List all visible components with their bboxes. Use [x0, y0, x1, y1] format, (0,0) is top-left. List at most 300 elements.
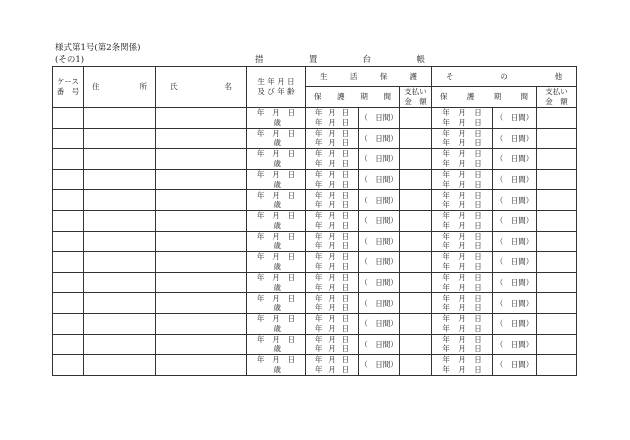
livelihood-payment-cell[interactable] [400, 293, 432, 314]
livelihood-period-dates[interactable] [306, 313, 359, 334]
date-year: 年 [314, 170, 323, 180]
livelihood-payment-cell[interactable] [400, 272, 432, 293]
livelihood-period-dates[interactable] [306, 334, 359, 355]
livelihood-period-dates[interactable] [306, 210, 359, 231]
date-month: 月 [458, 220, 466, 230]
header-text: 及 び 年 齢 [257, 87, 295, 96]
header-payment-amount [537, 87, 577, 108]
other-period-days[interactable]: （ 日間） [493, 334, 537, 355]
name-cell[interactable] [156, 210, 247, 231]
date-month: 月 [328, 282, 336, 292]
case-number-cell[interactable] [53, 108, 84, 129]
address-cell[interactable] [84, 231, 156, 252]
date-year: 年 [314, 314, 323, 324]
date-day: 日 [474, 241, 482, 251]
date-month: 月 [272, 170, 280, 180]
date-day: 日 [341, 158, 350, 168]
date-line [306, 138, 358, 148]
date-year: 年 [314, 138, 323, 148]
case-number-cell[interactable] [53, 128, 84, 149]
date-line [432, 159, 492, 169]
date-year: 年 [256, 231, 265, 241]
livelihood-period-days[interactable]: （ 日間） [359, 108, 400, 129]
date-month: 月 [328, 314, 336, 324]
age-label: 歳 [273, 138, 281, 148]
date-day: 日 [341, 211, 350, 221]
other-payment-cell[interactable] [537, 252, 577, 273]
date-day: 日 [474, 190, 482, 200]
birth-age-cell[interactable] [247, 252, 306, 273]
livelihood-payment-cell[interactable] [400, 128, 432, 149]
date-day: 日 [287, 211, 296, 221]
birth-age-cell[interactable] [247, 231, 306, 252]
date-line [432, 232, 492, 242]
date-line [432, 314, 492, 324]
date-month: 月 [458, 261, 466, 271]
other-period-dates[interactable] [432, 334, 493, 355]
date-day: 日 [474, 179, 482, 189]
other-period-days[interactable]: （ 日間） [493, 128, 537, 149]
date-year: 年 [442, 128, 450, 138]
livelihood-period-days[interactable]: （ 日間） [359, 169, 400, 190]
other-period-dates[interactable] [432, 169, 493, 190]
header-text: 間 [383, 92, 391, 101]
other-payment-cell[interactable] [537, 210, 577, 231]
date-year: 年 [314, 273, 323, 283]
date-day: 日 [287, 149, 296, 159]
header-birth-age [247, 67, 306, 108]
date-month: 月 [328, 158, 336, 168]
address-cell[interactable] [84, 293, 156, 314]
livelihood-period-days[interactable]: （ 日間） [359, 149, 400, 170]
address-cell[interactable] [84, 252, 156, 273]
livelihood-payment-cell[interactable] [400, 190, 432, 211]
date-year: 年 [314, 303, 323, 313]
register-table [52, 66, 577, 376]
birth-age-cell[interactable] [247, 313, 306, 334]
date-line [432, 221, 492, 231]
date-month: 月 [272, 211, 280, 221]
header-text: 所 [139, 82, 147, 91]
date-day: 日 [287, 170, 296, 180]
other-payment-cell[interactable] [537, 231, 577, 252]
date-month: 月 [328, 200, 336, 210]
livelihood-payment-cell[interactable] [400, 210, 432, 231]
date-year: 年 [314, 158, 323, 168]
date-day: 日 [474, 364, 482, 374]
livelihood-payment-cell[interactable] [400, 334, 432, 355]
header-livelihood-protection [306, 67, 432, 87]
livelihood-payment-cell[interactable] [400, 169, 432, 190]
date-month: 月 [328, 293, 336, 303]
other-period-dates[interactable] [432, 231, 493, 252]
date-day: 日 [287, 314, 296, 324]
other-period-dates[interactable] [432, 128, 493, 149]
other-payment-cell[interactable] [537, 190, 577, 211]
other-payment-cell[interactable] [537, 355, 577, 376]
date-month: 月 [328, 108, 336, 118]
date-year: 年 [442, 334, 450, 344]
case-number-cell[interactable] [53, 293, 84, 314]
other-payment-cell[interactable] [537, 149, 577, 170]
birth-age-cell[interactable] [247, 272, 306, 293]
livelihood-period-dates[interactable] [306, 231, 359, 252]
name-cell[interactable] [156, 108, 247, 129]
other-period-dates[interactable] [432, 355, 493, 376]
date-day: 日 [474, 117, 482, 127]
date-day: 日 [287, 231, 296, 241]
name-cell[interactable] [156, 293, 247, 314]
date-day: 日 [474, 220, 482, 230]
livelihood-period-days[interactable]: （ 日間） [359, 293, 400, 314]
birth-date-line [247, 170, 305, 180]
date-day: 日 [474, 158, 482, 168]
other-payment-cell[interactable] [537, 272, 577, 293]
case-number-cell[interactable] [53, 149, 84, 170]
date-month: 月 [458, 200, 466, 210]
table-row [53, 313, 577, 334]
date-day: 日 [341, 170, 350, 180]
date-month: 月 [272, 149, 280, 159]
date-line [432, 241, 492, 251]
other-payment-cell[interactable] [537, 108, 577, 129]
other-payment-cell[interactable] [537, 169, 577, 190]
date-line [306, 252, 358, 262]
case-number-cell[interactable] [53, 231, 84, 252]
other-period-dates[interactable] [432, 190, 493, 211]
livelihood-payment-cell[interactable] [400, 231, 432, 252]
age-label: 歳 [273, 200, 281, 210]
date-day: 日 [341, 303, 350, 313]
form-number: 様式第1号(第2条関係) [55, 43, 141, 53]
case-number-cell[interactable] [53, 272, 84, 293]
other-payment-cell[interactable] [537, 313, 577, 334]
date-day: 日 [341, 273, 350, 283]
date-line [432, 273, 492, 283]
header-protection-period [306, 87, 400, 108]
date-year: 年 [314, 293, 323, 303]
livelihood-period-days[interactable]: （ 日間） [359, 190, 400, 211]
name-cell[interactable] [156, 169, 247, 190]
date-line [432, 180, 492, 190]
date-year: 年 [442, 293, 450, 303]
case-number-cell[interactable] [53, 169, 84, 190]
name-cell[interactable] [156, 313, 247, 334]
livelihood-period-days[interactable]: （ 日間） [359, 355, 400, 376]
date-day: 日 [341, 334, 350, 344]
header-text: 活 [349, 71, 358, 81]
date-year: 年 [442, 241, 450, 251]
other-period-dates[interactable] [432, 149, 493, 170]
date-line [432, 283, 492, 293]
birth-age-cell[interactable] [247, 108, 306, 129]
other-period-days[interactable]: （ 日間） [493, 190, 537, 211]
date-line [306, 211, 358, 221]
date-month: 月 [328, 273, 336, 283]
header-text: 他 [554, 71, 563, 81]
date-year: 年 [314, 282, 323, 292]
birth-age-cell[interactable] [247, 190, 306, 211]
date-month: 月 [328, 231, 336, 241]
date-day: 日 [474, 231, 482, 241]
case-number-cell[interactable] [53, 190, 84, 211]
date-year: 年 [442, 220, 450, 230]
other-period-days[interactable]: （ 日間） [493, 313, 537, 334]
name-cell[interactable] [156, 272, 247, 293]
date-day: 日 [341, 190, 350, 200]
table-row [53, 293, 577, 314]
date-day: 日 [341, 128, 350, 138]
date-day: 日 [341, 355, 350, 365]
birth-age-cell[interactable] [247, 128, 306, 149]
date-day: 日 [474, 323, 482, 333]
other-period-dates[interactable] [432, 272, 493, 293]
date-year: 年 [442, 170, 450, 180]
date-month: 月 [328, 323, 336, 333]
date-line [432, 355, 492, 365]
address-cell[interactable] [84, 355, 156, 376]
date-line [432, 262, 492, 272]
birth-date-line [247, 355, 305, 365]
address-cell[interactable] [84, 108, 156, 129]
date-day: 日 [341, 252, 350, 262]
date-month: 月 [328, 241, 336, 251]
date-line [306, 314, 358, 324]
date-day: 日 [341, 282, 350, 292]
header-text: そ [446, 71, 454, 81]
other-period-dates[interactable] [432, 293, 493, 314]
date-year: 年 [314, 179, 323, 189]
case-number-cell[interactable] [53, 252, 84, 273]
name-cell[interactable] [156, 190, 247, 211]
date-year: 年 [442, 273, 450, 283]
other-period-days[interactable]: （ 日間） [493, 252, 537, 273]
date-month: 月 [458, 355, 466, 365]
form-sub-number: (その1) [55, 55, 85, 65]
other-period-days[interactable]: （ 日間） [493, 210, 537, 231]
date-day: 日 [341, 261, 350, 271]
date-month: 月 [328, 364, 336, 374]
date-year: 年 [314, 344, 323, 354]
name-cell[interactable] [156, 334, 247, 355]
date-day: 日 [474, 314, 482, 324]
birth-age-cell[interactable] [247, 355, 306, 376]
address-cell[interactable] [84, 149, 156, 170]
header-text: ケース [56, 77, 80, 86]
livelihood-period-dates[interactable] [306, 108, 359, 129]
date-year: 年 [442, 149, 450, 159]
birth-date-line [247, 294, 305, 304]
birth-date-line [247, 149, 305, 159]
title-char: 帳 [416, 55, 425, 65]
age-label: 歳 [273, 323, 281, 333]
birth-age-cell[interactable] [247, 169, 306, 190]
header-text: 護 [466, 92, 475, 101]
case-number-cell[interactable] [53, 355, 84, 376]
date-line [306, 355, 358, 365]
date-day: 日 [474, 170, 482, 180]
date-month: 月 [272, 252, 280, 262]
other-period-dates[interactable] [432, 252, 493, 273]
date-year: 年 [314, 231, 323, 241]
date-line [306, 108, 358, 118]
livelihood-period-days[interactable]: （ 日間） [359, 334, 400, 355]
date-day: 日 [287, 252, 296, 262]
date-year: 年 [256, 293, 265, 303]
date-year: 年 [314, 364, 323, 374]
header-text: 生 [320, 71, 328, 81]
birth-age-cell[interactable] [247, 334, 306, 355]
other-payment-cell[interactable] [537, 334, 577, 355]
header-text: 金 額 [404, 97, 427, 106]
other-period-days[interactable]: （ 日間） [493, 231, 537, 252]
other-period-dates[interactable] [432, 108, 493, 129]
livelihood-period-dates[interactable] [306, 190, 359, 211]
name-cell[interactable] [156, 355, 247, 376]
date-month: 月 [458, 293, 466, 303]
date-year: 年 [256, 355, 265, 365]
date-month: 月 [272, 314, 280, 324]
date-month: 月 [328, 190, 336, 200]
address-cell[interactable] [84, 210, 156, 231]
table-row [53, 108, 577, 129]
other-period-days[interactable]: （ 日間） [493, 293, 537, 314]
header-address [84, 67, 156, 108]
name-cell[interactable] [156, 128, 247, 149]
date-day: 日 [341, 314, 350, 324]
livelihood-payment-cell[interactable] [400, 252, 432, 273]
date-month: 月 [328, 170, 336, 180]
livelihood-period-days[interactable]: （ 日間） [359, 272, 400, 293]
livelihood-period-dates[interactable] [306, 169, 359, 190]
birth-date-line [247, 191, 305, 201]
case-number-cell[interactable] [53, 313, 84, 334]
birth-age-cell[interactable] [247, 210, 306, 231]
header-case-number [53, 67, 84, 108]
date-year: 年 [314, 149, 323, 159]
livelihood-period-dates[interactable] [306, 293, 359, 314]
date-day: 日 [474, 282, 482, 292]
date-month: 月 [458, 303, 466, 313]
date-month: 月 [458, 158, 466, 168]
date-month: 月 [328, 117, 336, 127]
document-title [255, 55, 425, 65]
livelihood-period-dates[interactable] [306, 272, 359, 293]
livelihood-period-dates[interactable] [306, 149, 359, 170]
other-period-days[interactable]: （ 日間） [493, 108, 537, 129]
livelihood-period-days[interactable]: （ 日間） [359, 231, 400, 252]
date-year: 年 [314, 200, 323, 210]
date-year: 年 [442, 158, 450, 168]
date-month: 月 [328, 128, 336, 138]
date-day: 日 [341, 220, 350, 230]
livelihood-period-dates[interactable] [306, 128, 359, 149]
date-line [306, 344, 358, 354]
date-line [306, 221, 358, 231]
date-line [306, 335, 358, 345]
livelihood-period-dates[interactable] [306, 252, 359, 273]
other-period-days[interactable]: （ 日間） [493, 272, 537, 293]
date-month: 月 [328, 220, 336, 230]
name-cell[interactable] [156, 252, 247, 273]
date-line [306, 200, 358, 210]
livelihood-payment-cell[interactable] [400, 149, 432, 170]
age-label: 歳 [273, 261, 281, 271]
date-day: 日 [474, 211, 482, 221]
table-row [53, 252, 577, 273]
header-text: 期 [493, 92, 502, 101]
date-year: 年 [442, 282, 450, 292]
date-year: 年 [314, 323, 323, 333]
other-period-dates[interactable] [432, 210, 493, 231]
livelihood-period-days[interactable]: （ 日間） [359, 313, 400, 334]
livelihood-period-days[interactable]: （ 日間） [359, 252, 400, 273]
address-cell[interactable] [84, 272, 156, 293]
other-period-days[interactable]: （ 日間） [493, 169, 537, 190]
other-payment-cell[interactable] [537, 293, 577, 314]
other-period-days[interactable]: （ 日間） [493, 355, 537, 376]
date-year: 年 [442, 323, 450, 333]
name-cell[interactable] [156, 231, 247, 252]
case-number-cell[interactable] [53, 210, 84, 231]
livelihood-period-days[interactable]: （ 日間） [359, 128, 400, 149]
age-label: 歳 [273, 220, 281, 230]
address-cell[interactable] [84, 313, 156, 334]
birth-age-cell[interactable] [247, 293, 306, 314]
date-line [306, 170, 358, 180]
date-line [306, 365, 358, 375]
other-payment-cell[interactable] [537, 128, 577, 149]
livelihood-payment-cell[interactable] [400, 313, 432, 334]
case-number-cell[interactable] [53, 334, 84, 355]
date-line [306, 273, 358, 283]
date-month: 月 [458, 117, 466, 127]
date-line [432, 365, 492, 375]
date-line [306, 241, 358, 251]
header-text: の [500, 71, 508, 81]
livelihood-payment-cell[interactable] [400, 108, 432, 129]
date-line [306, 303, 358, 313]
other-period-days[interactable]: （ 日間） [493, 149, 537, 170]
name-cell[interactable] [156, 149, 247, 170]
livelihood-period-dates[interactable] [306, 355, 359, 376]
date-year: 年 [256, 108, 265, 118]
address-cell[interactable] [84, 128, 156, 149]
date-year: 年 [256, 211, 265, 221]
other-period-dates[interactable] [432, 313, 493, 334]
birth-age-cell[interactable] [247, 149, 306, 170]
date-month: 月 [458, 190, 466, 200]
date-day: 日 [341, 179, 350, 189]
date-year: 年 [314, 334, 323, 344]
register-rows [53, 108, 577, 376]
livelihood-period-days[interactable]: （ 日間） [359, 210, 400, 231]
birth-date-line [247, 252, 305, 262]
livelihood-payment-cell[interactable] [400, 355, 432, 376]
address-cell[interactable] [84, 334, 156, 355]
birth-date-line [247, 129, 305, 139]
date-month: 月 [328, 252, 336, 262]
date-year: 年 [256, 314, 265, 324]
date-line [306, 232, 358, 242]
birth-date-line [247, 108, 305, 118]
table-row [53, 272, 577, 293]
address-cell[interactable] [84, 190, 156, 211]
title-char: 置 [308, 55, 318, 65]
birth-date-line [247, 273, 305, 283]
date-day: 日 [341, 138, 350, 148]
address-cell[interactable] [84, 169, 156, 190]
